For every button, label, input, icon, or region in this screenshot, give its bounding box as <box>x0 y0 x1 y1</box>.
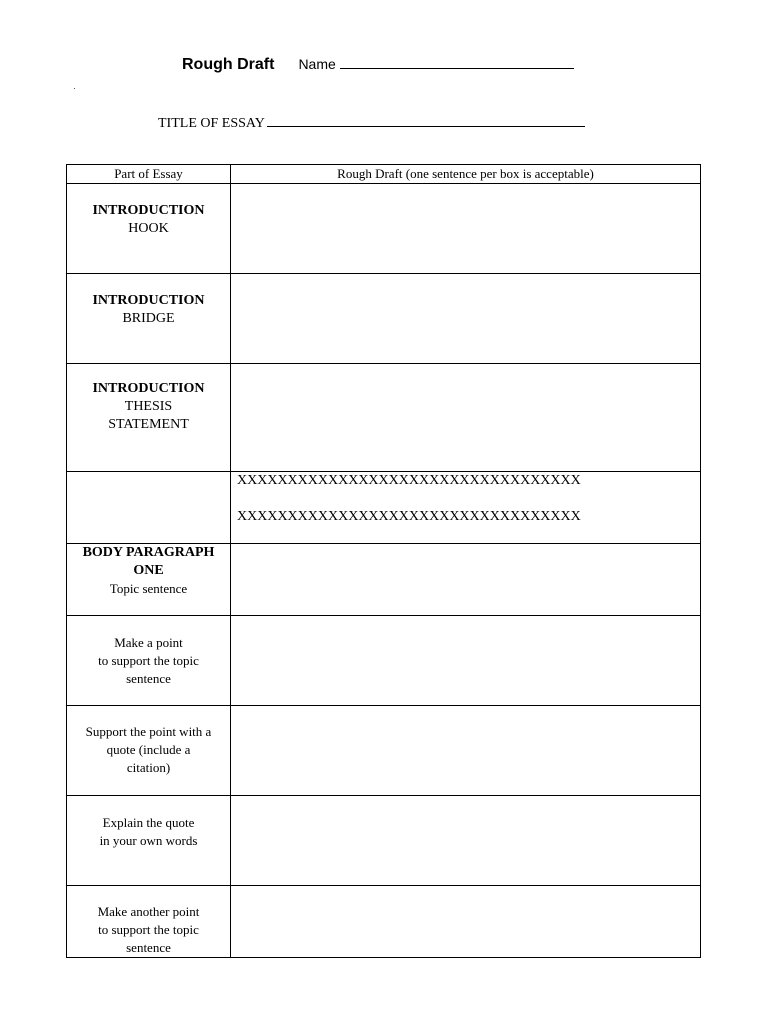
table-header-row <box>67 165 701 184</box>
table-row <box>67 706 701 796</box>
stray-mark <box>74 88 75 89</box>
part-subheading: Support the point with a <box>85 724 212 739</box>
part-cell <box>67 544 231 616</box>
crossed-out-line: XXXXXXXXXXXXXXXXXXXXXXXXXXXXXXXXXX <box>237 509 581 524</box>
table-row <box>67 184 701 274</box>
name-label: Name <box>298 56 336 72</box>
part-cell <box>67 706 231 796</box>
part-subheading: STATEMENT <box>108 417 189 432</box>
part-subheading: sentence <box>126 671 171 686</box>
table-row <box>67 886 701 958</box>
part-heading: BODY PARAGRAPH ONE <box>82 545 215 578</box>
part-subheading: Make another point <box>97 904 200 919</box>
table-row <box>67 364 701 472</box>
part-cell <box>67 274 231 364</box>
table-row <box>67 544 701 616</box>
part-subheading: sentence <box>126 940 171 955</box>
column-header-part: Part of Essay <box>67 165 231 184</box>
draft-input-cell[interactable] <box>231 364 701 472</box>
part-subheading: BRIDGE <box>122 311 175 326</box>
essay-title-label: TITLE OF ESSAY <box>158 116 265 131</box>
rough-draft-table <box>66 164 701 958</box>
part-heading: INTRODUCTION <box>92 381 205 396</box>
page-title: Rough Draft <box>182 56 275 73</box>
header-row <box>182 56 574 74</box>
column-header-draft: Rough Draft (one sentence per box is acceptable) <box>231 165 701 184</box>
draft-input-cell[interactable] <box>231 796 701 886</box>
essay-title-row <box>158 114 585 132</box>
table-row <box>67 616 701 706</box>
part-subheading: in your own words <box>99 833 198 848</box>
part-heading: INTRODUCTION <box>92 203 205 218</box>
part-cell <box>67 886 231 958</box>
part-cell <box>67 364 231 472</box>
part-subheading: quote (include a <box>106 742 191 757</box>
part-heading: INTRODUCTION <box>92 293 205 308</box>
table-row <box>67 796 701 886</box>
table-row <box>67 274 701 364</box>
draft-input-cell[interactable] <box>231 274 701 364</box>
draft-input-cell[interactable] <box>231 544 701 616</box>
draft-input-cell[interactable] <box>231 886 701 958</box>
part-cell <box>67 796 231 886</box>
draft-input-cell[interactable] <box>231 184 701 274</box>
part-subheading: citation) <box>126 760 171 775</box>
part-subheading: HOOK <box>128 221 169 236</box>
name-field[interactable] <box>340 56 574 69</box>
part-subheading: THESIS <box>124 399 173 414</box>
part-cell <box>67 616 231 706</box>
crossed-out-cell <box>231 472 701 544</box>
part-subheading: Explain the quote <box>102 815 195 830</box>
part-subheading: to support the topic <box>98 653 199 668</box>
part-subheading: Topic sentence <box>109 581 188 596</box>
part-cell <box>67 184 231 274</box>
draft-input-cell[interactable] <box>231 616 701 706</box>
crossed-out-line: XXXXXXXXXXXXXXXXXXXXXXXXXXXXXXXXXX <box>237 473 581 488</box>
part-subheading: Make a point <box>114 635 183 650</box>
draft-input-cell[interactable] <box>231 706 701 796</box>
part-cell-empty <box>67 472 231 544</box>
table-row <box>67 472 701 544</box>
essay-title-field[interactable] <box>267 114 585 127</box>
part-subheading: to support the topic <box>98 922 199 937</box>
